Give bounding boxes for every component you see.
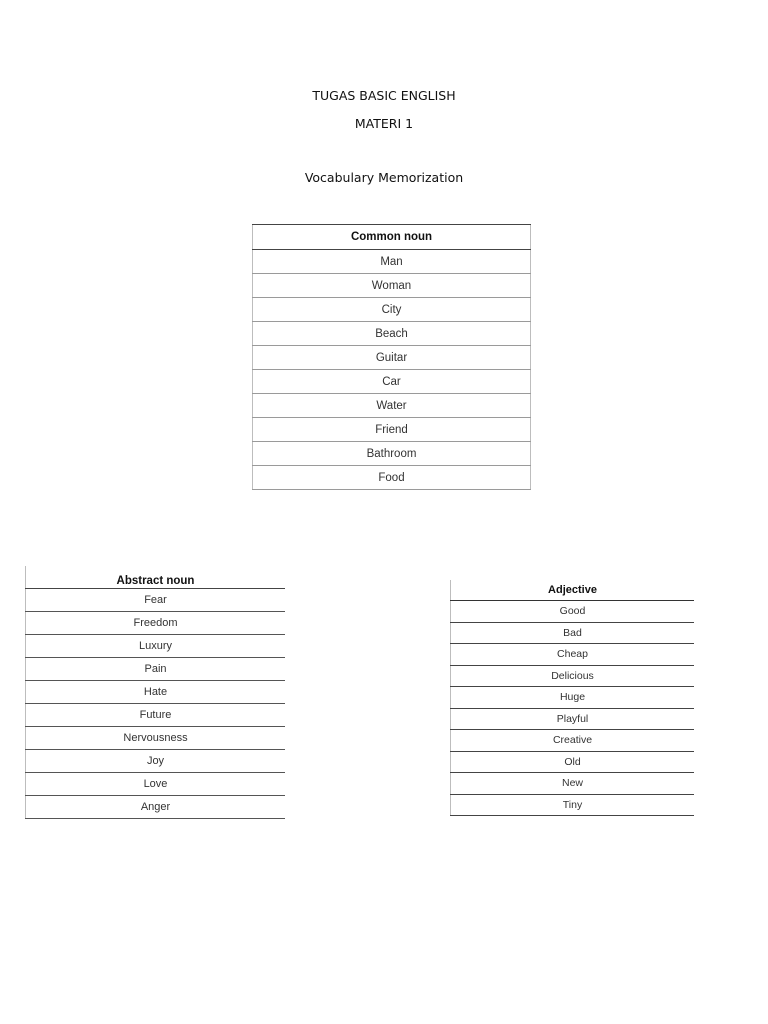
table-row	[26, 704, 286, 727]
document-title: TUGAS BASIC ENGLISH	[312, 88, 456, 103]
table-row	[253, 370, 531, 394]
table-cell: Cheap	[451, 644, 695, 666]
table-cell: Bad	[451, 622, 695, 644]
table-cell: Playful	[451, 708, 695, 730]
abstract-noun-table	[25, 566, 285, 819]
table-row	[451, 601, 695, 623]
table-row	[451, 751, 695, 773]
table-row	[26, 635, 286, 658]
table-row	[253, 250, 531, 274]
table-row	[253, 466, 531, 490]
table-row	[26, 796, 286, 819]
table-cell: Beach	[253, 322, 531, 346]
table-cell: New	[451, 773, 695, 795]
table-row	[26, 750, 286, 773]
table-header-row	[253, 225, 531, 250]
table-cell: Joy	[26, 750, 286, 773]
table-cell: Food	[253, 466, 531, 490]
table-cell: Guitar	[253, 346, 531, 370]
table-cell: Pain	[26, 658, 286, 681]
table-cell: Delicious	[451, 665, 695, 687]
table-row	[451, 708, 695, 730]
section-title: Vocabulary Memorization	[304, 170, 464, 185]
table-cell: Huge	[451, 687, 695, 709]
table-row	[26, 589, 286, 612]
table-cell: Luxury	[26, 635, 286, 658]
table-row	[451, 622, 695, 644]
adjective-table	[450, 580, 694, 816]
table-cell: Love	[26, 773, 286, 796]
table-row	[253, 442, 531, 466]
table-cell: Friend	[253, 418, 531, 442]
table-cell: Woman	[253, 274, 531, 298]
table-cell: Tiny	[451, 794, 695, 816]
table-row	[253, 274, 531, 298]
table-row	[451, 773, 695, 795]
table-cell: Nervousness	[26, 727, 286, 750]
table-cell: Future	[26, 704, 286, 727]
table-row	[253, 418, 531, 442]
document-subtitle: MATERI 1	[354, 116, 414, 131]
table-row	[451, 665, 695, 687]
table-row	[26, 658, 286, 681]
table-cell: Old	[451, 751, 695, 773]
table-row	[253, 346, 531, 370]
table-cell: Good	[451, 601, 695, 623]
common-noun-header: Common noun	[253, 225, 531, 250]
table-row	[26, 612, 286, 635]
table-row	[451, 794, 695, 816]
table-cell: Hate	[26, 681, 286, 704]
table-row	[26, 727, 286, 750]
table-row	[253, 298, 531, 322]
table-row	[253, 394, 531, 418]
table-header-row	[26, 566, 286, 589]
table-cell: Water	[253, 394, 531, 418]
table-cell: Car	[253, 370, 531, 394]
table-cell: Man	[253, 250, 531, 274]
table-cell: City	[253, 298, 531, 322]
table-row	[451, 644, 695, 666]
table-row	[26, 773, 286, 796]
table-cell: Fear	[26, 589, 286, 612]
table-cell: Freedom	[26, 612, 286, 635]
common-noun-table	[252, 224, 531, 490]
table-row	[253, 322, 531, 346]
table-cell: Bathroom	[253, 442, 531, 466]
abstract-noun-header: Abstract noun	[26, 566, 286, 589]
table-header-row	[451, 580, 695, 601]
table-cell: Anger	[26, 796, 286, 819]
table-row	[451, 687, 695, 709]
adjective-header: Adjective	[451, 580, 695, 601]
table-cell: Creative	[451, 730, 695, 752]
table-row	[26, 681, 286, 704]
table-row	[451, 730, 695, 752]
